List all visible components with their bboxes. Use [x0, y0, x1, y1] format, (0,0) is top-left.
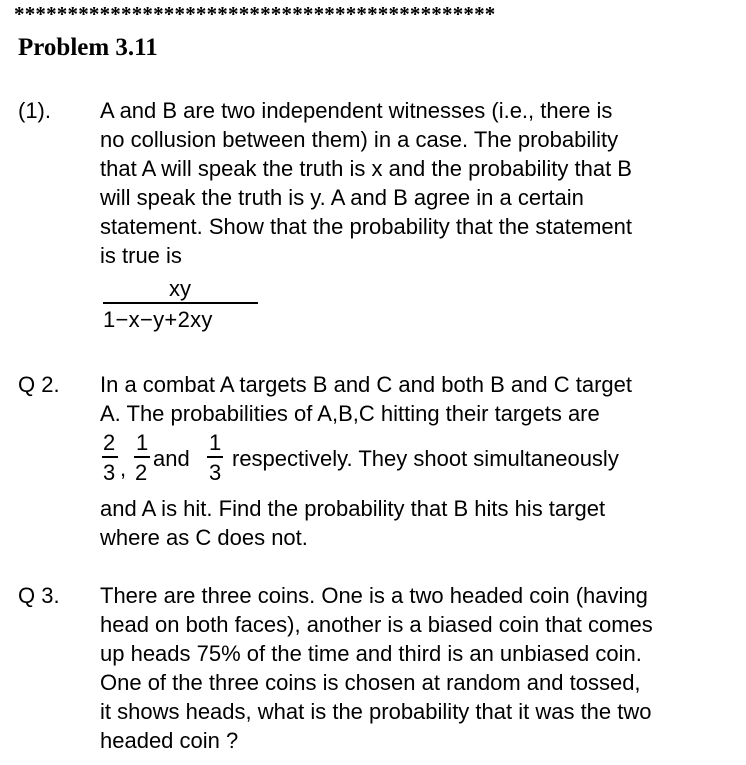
q1-line: A and B are two independent witnesses (i.e., there is [100, 98, 613, 123]
q2-tail: respectively. They shoot simultaneously [232, 446, 619, 471]
star-divider: ********************************************* [14, 2, 496, 26]
q1-line: that A will speak the truth is x and the probability that B [100, 156, 632, 181]
frac1-numerator: 2 [103, 430, 116, 455]
q1-line: no collusion between them) in a case. The probability [100, 127, 619, 152]
q1-fraction-numerator: xy [169, 276, 191, 301]
problem-heading: Problem 3.11 [18, 34, 158, 61]
q3-number: Q 3. [18, 583, 60, 608]
q1-fraction-denominator: 1−x−y+2xy [103, 307, 213, 332]
frac3-bar [207, 456, 223, 458]
frac2-bar [134, 456, 150, 458]
frac1-denominator: 3 [103, 460, 116, 485]
q1-number: (1). [18, 98, 51, 123]
q3-line: up heads 75% of the time and third is an unbiased coin. [100, 641, 642, 666]
q3-line: headed coin ? [100, 728, 239, 753]
q2-line: where as C does not. [100, 525, 308, 550]
q3-line: One of the three coins is chosen at random and tossed, [100, 670, 641, 695]
q2-line: In a combat A targets B and C and both B and C target [100, 372, 633, 397]
q3-line: head on both faces), another is a biased coin that comes [100, 612, 653, 637]
q1-line: is true is [100, 243, 182, 268]
and-word: and [153, 446, 190, 471]
frac2-denominator: 2 [135, 460, 148, 485]
frac-separator: , [120, 456, 127, 481]
q2-line: A. The probabilities of A,B,C hitting their targets are [100, 401, 600, 426]
q1-line: statement. Show that the probability that the statement [100, 214, 632, 239]
q2-line: and A is hit. Find the probability that B hits his target [100, 496, 606, 521]
frac3-numerator: 1 [209, 430, 222, 455]
q2-number: Q 2. [18, 372, 60, 397]
frac2-numerator: 1 [136, 430, 149, 455]
frac3-denominator: 3 [209, 460, 222, 485]
q3-line: it shows heads, what is the probability that it was the two [100, 699, 652, 724]
frac1-bar [102, 456, 118, 458]
q1-line: will speak the truth is y. A and B agree in a certain [100, 185, 584, 210]
q3-line: There are three coins. One is a two headed coin (having [100, 583, 648, 608]
q2-text-after [100, 494, 730, 552]
q2-text-before [100, 370, 730, 428]
q1-text [100, 96, 730, 270]
q3-text [100, 581, 730, 755]
q1-fraction-bar [103, 302, 258, 304]
